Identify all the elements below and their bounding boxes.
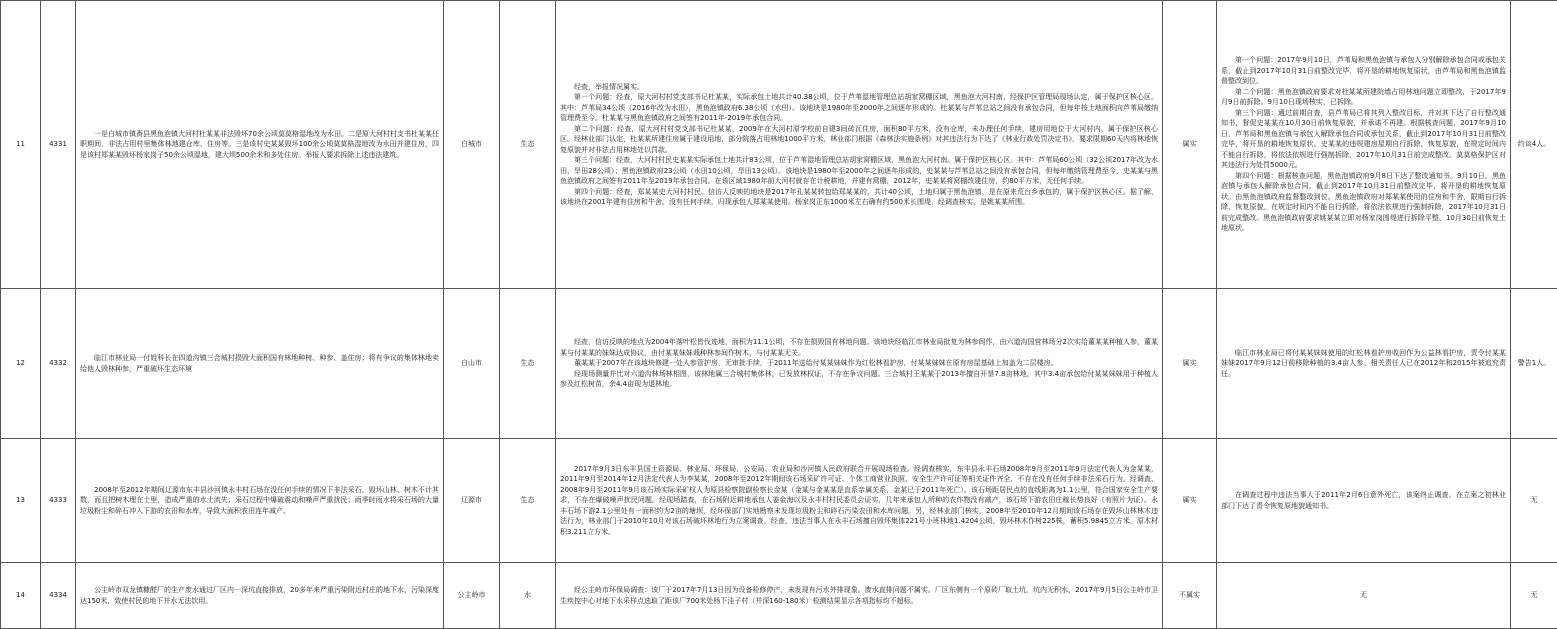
- handling-result: [1217, 289, 1511, 439]
- accountability: 警告1人。: [1511, 289, 1557, 439]
- handling-result: 无: [1217, 563, 1511, 629]
- handling-result: [1217, 439, 1511, 563]
- row-seq: 13: [1, 439, 41, 563]
- verdict: 属实: [1163, 289, 1217, 439]
- investigation-paragraph: 第三个问题：经查，大河村村民史某某实际承包土地共计83公顷，位于芦苇湿地管理总站胡家窝棚区域，黑鱼泡大河村南。属于保护区核心区。其中：芦苇局60公顷（32公顷2017年改为水田，旱田28公顷）；黑鱼泡镇政府23公顷（水田10公顷，旱田13公顷）。该地块是1980年至2000年之间逐年形成的，史某某与芦苇总站之间没有承包合同，但每年缴纳管理费至今，史某某与黑鱼泡镇政府之间签有2011年至2019年承包合同。在该区域1980年前大河村就存在计税耕地，并建有窝棚，2012年，史某某将窝棚改建住房，约80平方米，无任何手续。: [560, 155, 1158, 187]
- investigation-paragraph: 经查，信访反映的地点为2004年落叶松皆伐迹地，面积为11.1公顷，不存在损毁国有林地问题。该地块经临江市林业局批复为林参间作，由六道沟国营林场分2次实给董某某种植人参，董某某与付某某的妹妹达成协议，由付某某妹妹栽种林参间作树木，与付某某无关。: [560, 337, 1158, 358]
- table-row: [1, 439, 1557, 563]
- case-number: 4331: [41, 1, 76, 289]
- handling-paragraph: 在调查过程中违法当事人于2011年2月6日意外死亡，该案终止调查。在立案之初林业部门下达了责令恢复原地貌通知书。: [1221, 490, 1506, 511]
- complaint-text: 2008年至2012年期间辽源市东丰县沙河镇永丰村石场在没任何手续的情况下非法采石、毁坏山林、树木不计其数，而且把树木埋在土里，造成严重的水土流失；采石过程中爆破震动和噪声严重扰民；雨季时雨水将采石场的大量垃圾粉尘和碎石冲入下游的农田和水库，导致大面积农田连年减产。: [80, 485, 439, 517]
- row-seq: 11: [1, 1, 41, 289]
- complaint-summary: [76, 439, 444, 563]
- investigation-paragraph: 经查，举报情况属实。: [560, 82, 1158, 93]
- category: 生态: [500, 1, 556, 289]
- investigation-paragraph: 董某某于2007年在该地块修建一处人参管护房，无审批手续，于2011年送给付某某妹妹作为红松林看护房，付某某妹妹在原有房屋基础上加盖为二层楼房。: [560, 358, 1158, 369]
- investigation-result: [556, 289, 1163, 439]
- accountability: 无: [1511, 563, 1557, 629]
- complaint-text: 公主岭市双龙镇糠醛厂的生产废水通过厂区内一深坑直接排放，20多年来严重污染附近村庄的地下水，污染深度达150米，致使村民的地下井水无法饮用。: [80, 585, 439, 606]
- investigation-paragraph: 第四个问题：经查，郑某某史大河村村民。信访人反映的地块是2017年孔某某转包给郑某某的，共计40公顷，土地归属于黑鱼泡镇，是在原来荒台乡承包的，属于保护区核心区。据了解，该地块在2001年建有住房和牛舍，没有任何手续，归现承包人郑某某使用。杨家岗正东1000米左右确有约500米长围堤，经调查核实，是姚某某所围。: [560, 187, 1158, 208]
- verdict: 不属实: [1163, 563, 1217, 629]
- verdict: 属实: [1163, 1, 1217, 289]
- city: 公主岭市: [444, 563, 500, 629]
- city: 白城市: [444, 1, 500, 289]
- handling-paragraph: 临江市林业局已将付某某妹妹使用的红松林看护房收回作为公益林看护房，责令付某某妹妹2017年9月12日前移除种植的3.4亩人参。相关责任人已在2012年和2015年被追究责任。: [1221, 348, 1506, 380]
- complaint-text: 临江市林业局一付姓科长在四道沟镇三合城村损毁大面积国有林地种树、种参、盖住房；将有争议的集体林地卖给他人毁林种参，严重破坏生态环境: [80, 353, 439, 374]
- investigation-result: [556, 563, 1163, 629]
- case-number: 4334: [41, 563, 76, 629]
- city: 辽源市: [444, 439, 500, 563]
- verdict: 属实: [1163, 439, 1217, 563]
- table-row: [1, 289, 1557, 439]
- handling-paragraph: 第四个问题：根据核查问题，黑鱼泡镇政府9月8日下达了整改通知书。9月10日，黑鱼泡镇与承包人解除承包合同，截止到2017年10月31日前整改完毕，将开垦的耕地恢复原状。由黑鱼泡镇政府监督整改到位。黑鱼泡镇政府对郑某某使用的住房和牛舍，限期自行拆除，恢复原貌，在规定时间内不能自行拆除，将依法依规进行强制拆除，2017年10月31日前完成整改。黑鱼泡镇政府要求姚某某立即对杨家岗围堤进行拆除平整，10月30日前恢复土地原状。: [1221, 171, 1506, 234]
- case-number: 4333: [41, 439, 76, 563]
- row-seq: 14: [1, 563, 41, 629]
- table-row: [1, 563, 1557, 629]
- city: 白山市: [444, 289, 500, 439]
- case-number: 4332: [41, 289, 76, 439]
- category: 生态: [500, 289, 556, 439]
- handling-paragraph: 第二个问题：黑鱼泡镇政府要求对杜某某所建院墙占用林地问题立即整改，于2017年9月9日前拆除。9月10日现场核实，已拆除。: [1221, 87, 1506, 108]
- complaint-summary: [76, 1, 444, 289]
- category: 水: [500, 563, 556, 629]
- investigation-paragraph: 经现场测量并比对六道沟林场林相图，该林地属三合城村集体林，已发放林权证，不存在争议问题。三合城村王某某于2013年擅自开垦7.8亩林地，其中3.4亩承包给付某某妹妹用于种植人参及红松树苗，余4.4亩现为退林地。: [560, 369, 1158, 390]
- accountability: 无: [1511, 439, 1557, 563]
- accountability: 约谈4人。: [1511, 1, 1557, 289]
- handling-result: [1217, 1, 1511, 289]
- complaint-summary: [76, 289, 444, 439]
- investigation-result: [556, 1, 1163, 289]
- complaint-summary: [76, 563, 444, 629]
- investigation-paragraph: 第二个问题：经查，原大河村村党支部书记杜某某，2009年在大河村原学校前自建3间砖瓦住房，面积80平方米，没有仓库，未办理任何手续，建房用地位于大河村内，属于保护区核心区。经林业部门认定，杜某某所建住房属于建设用地，部分院落占用林地1000平方米，林业部门根据《森林法实施条例》对其违法行为下达了《林业行政处罚决定书》，要求限期60天内将林地恢复原貌并对非法占用林地处以罚款。: [560, 124, 1158, 156]
- row-seq: 12: [1, 289, 41, 439]
- investigation-result: [556, 439, 1163, 563]
- handling-paragraph: 第三个问题：通过前期自查，县芦苇局已将其列入整改目标，并对其下达了自行整改通知书，督促史某某在10月30日前恢复原貌，并承诺不再建。根据核查问题，2017年9月10日，芦苇局和黑鱼泡镇与承包人解除承包合同或承包关系，截止到2017年10月31日前整改完毕，将开垦的耕地恢复原状。史某某的违规建房屋期自行拆除，恢复原貌，在规定时间内不能自行拆除，将依法依规进行强制拆除，2017年10月31日前完成整改。莫莫格保护区对其违法行为处罚5000元。: [1221, 108, 1506, 171]
- investigation-paragraph: 第一个问题：经查，原大河村村党支部书记杜某某，实际承包土地共计40.38公顷，位于芦苇湿地管理总站胡家窝棚区域，黑鱼泡大河村南，经保护区管理局现场认定，属于保护区核心区。其中：芦苇局34公顷（2016年改为水田），黑鱼泡镇政府6.38公顷（水田）。该地块是1980年至2000年之间逐年形成的。杜某某与芦苇总站之间没有承包合同，但每年按土地面积向芦苇局缴纳管理费至今。杜某某与黑鱼泡镇政府之间签有2011年-2019年承包合同。: [560, 92, 1158, 124]
- table-row: [1, 1, 1557, 289]
- investigation-paragraph: 经公主岭市环保局调查：该厂于2017年7月13日因为设备检修停产，未发现有污水外排现象。废水直排问题不属实。厂区东侧有一个原砖厂取土坑，坑内无积水，2017年9月5日公主岭市卫生疾控中心对地下水采样点选取了距该厂700米处杨下洼子村（井深160-180米）检测结果显示各项指标均不超标。: [560, 585, 1158, 606]
- investigation-paragraph: 2017年9月3日东丰县国土资源局、林业局、环保局、公安局、农业局和沙河镇人民政府联合开展现场检查。经调查核实，东丰县永丰石场2008年9月至2011年9月法定代表人为金某某，2011年9月至2014年12月法定代表人为李某某，2008年至2012年期间该石场采矿许可证、个体工商营业执照、安全生产许可证等相关证件齐全，不存在没有任何手续非法采石行为。经调查，2008年9月至2011年9月该石场实际采矿权人为原县检察院副检察长金某（金某与金某某是直系亲属关系，金某已于2011年死亡）。该石场距居民点的直线距离为1.1公里，符合国家安全生产要求，不存在爆破噪声扰民问题。经现场踏查，在石场附近耕地承包人姜金海以及永丰村村民委员会证实，几年来承包人所种的农作物没有减产，该石场下游农田庄稼长势良好（有照片为证）。永丰石场下游2.1公里处有一面积约为2亩的塘坝，经环保部门实地勘察未发现垃圾粉尘和碎石污染农田和水库问题。另，经林业部门核实，2008年至2010年12月期间该石场存在毁坏山林林木违法行为，林业部门于2010年10月对该石场破坏林地行为立案调查，经查，违法当事人在永丰石场擅自毁坏集体221号小班林地1.4204公顷，毁坏林木作树225株，蓄积5.9845立方米，原木材积3.211立方米。: [560, 464, 1158, 538]
- category: 生态: [500, 439, 556, 563]
- complaint-text: 一是白城市镇赉县黑鱼泡镇大河村杜某某非法毁坏70余公顷莫莫格湿地改为水田。二是原大河村村支书杜某某任职期间，非法占用村里集体林地建仓库、住房等。三是该村史某某毁坏100余公顷莫莫格湿地改为水田并建住房，四是该村郑某某毁坏杨家岗子50余公顷湿地，建大坝500余米和多处住房。举报人要求拆除上述违法建筑。: [80, 129, 439, 161]
- handling-paragraph: 第一个问题：2017年9月10日，芦苇局和黑鱼泡镇与承包人分别解除承包合同或承包关系，截止到2017年10月31日前整改完毕，将开垦的耕地恢复原状，由芦苇局和黑鱼泡镇监督整改到位。: [1221, 55, 1506, 87]
